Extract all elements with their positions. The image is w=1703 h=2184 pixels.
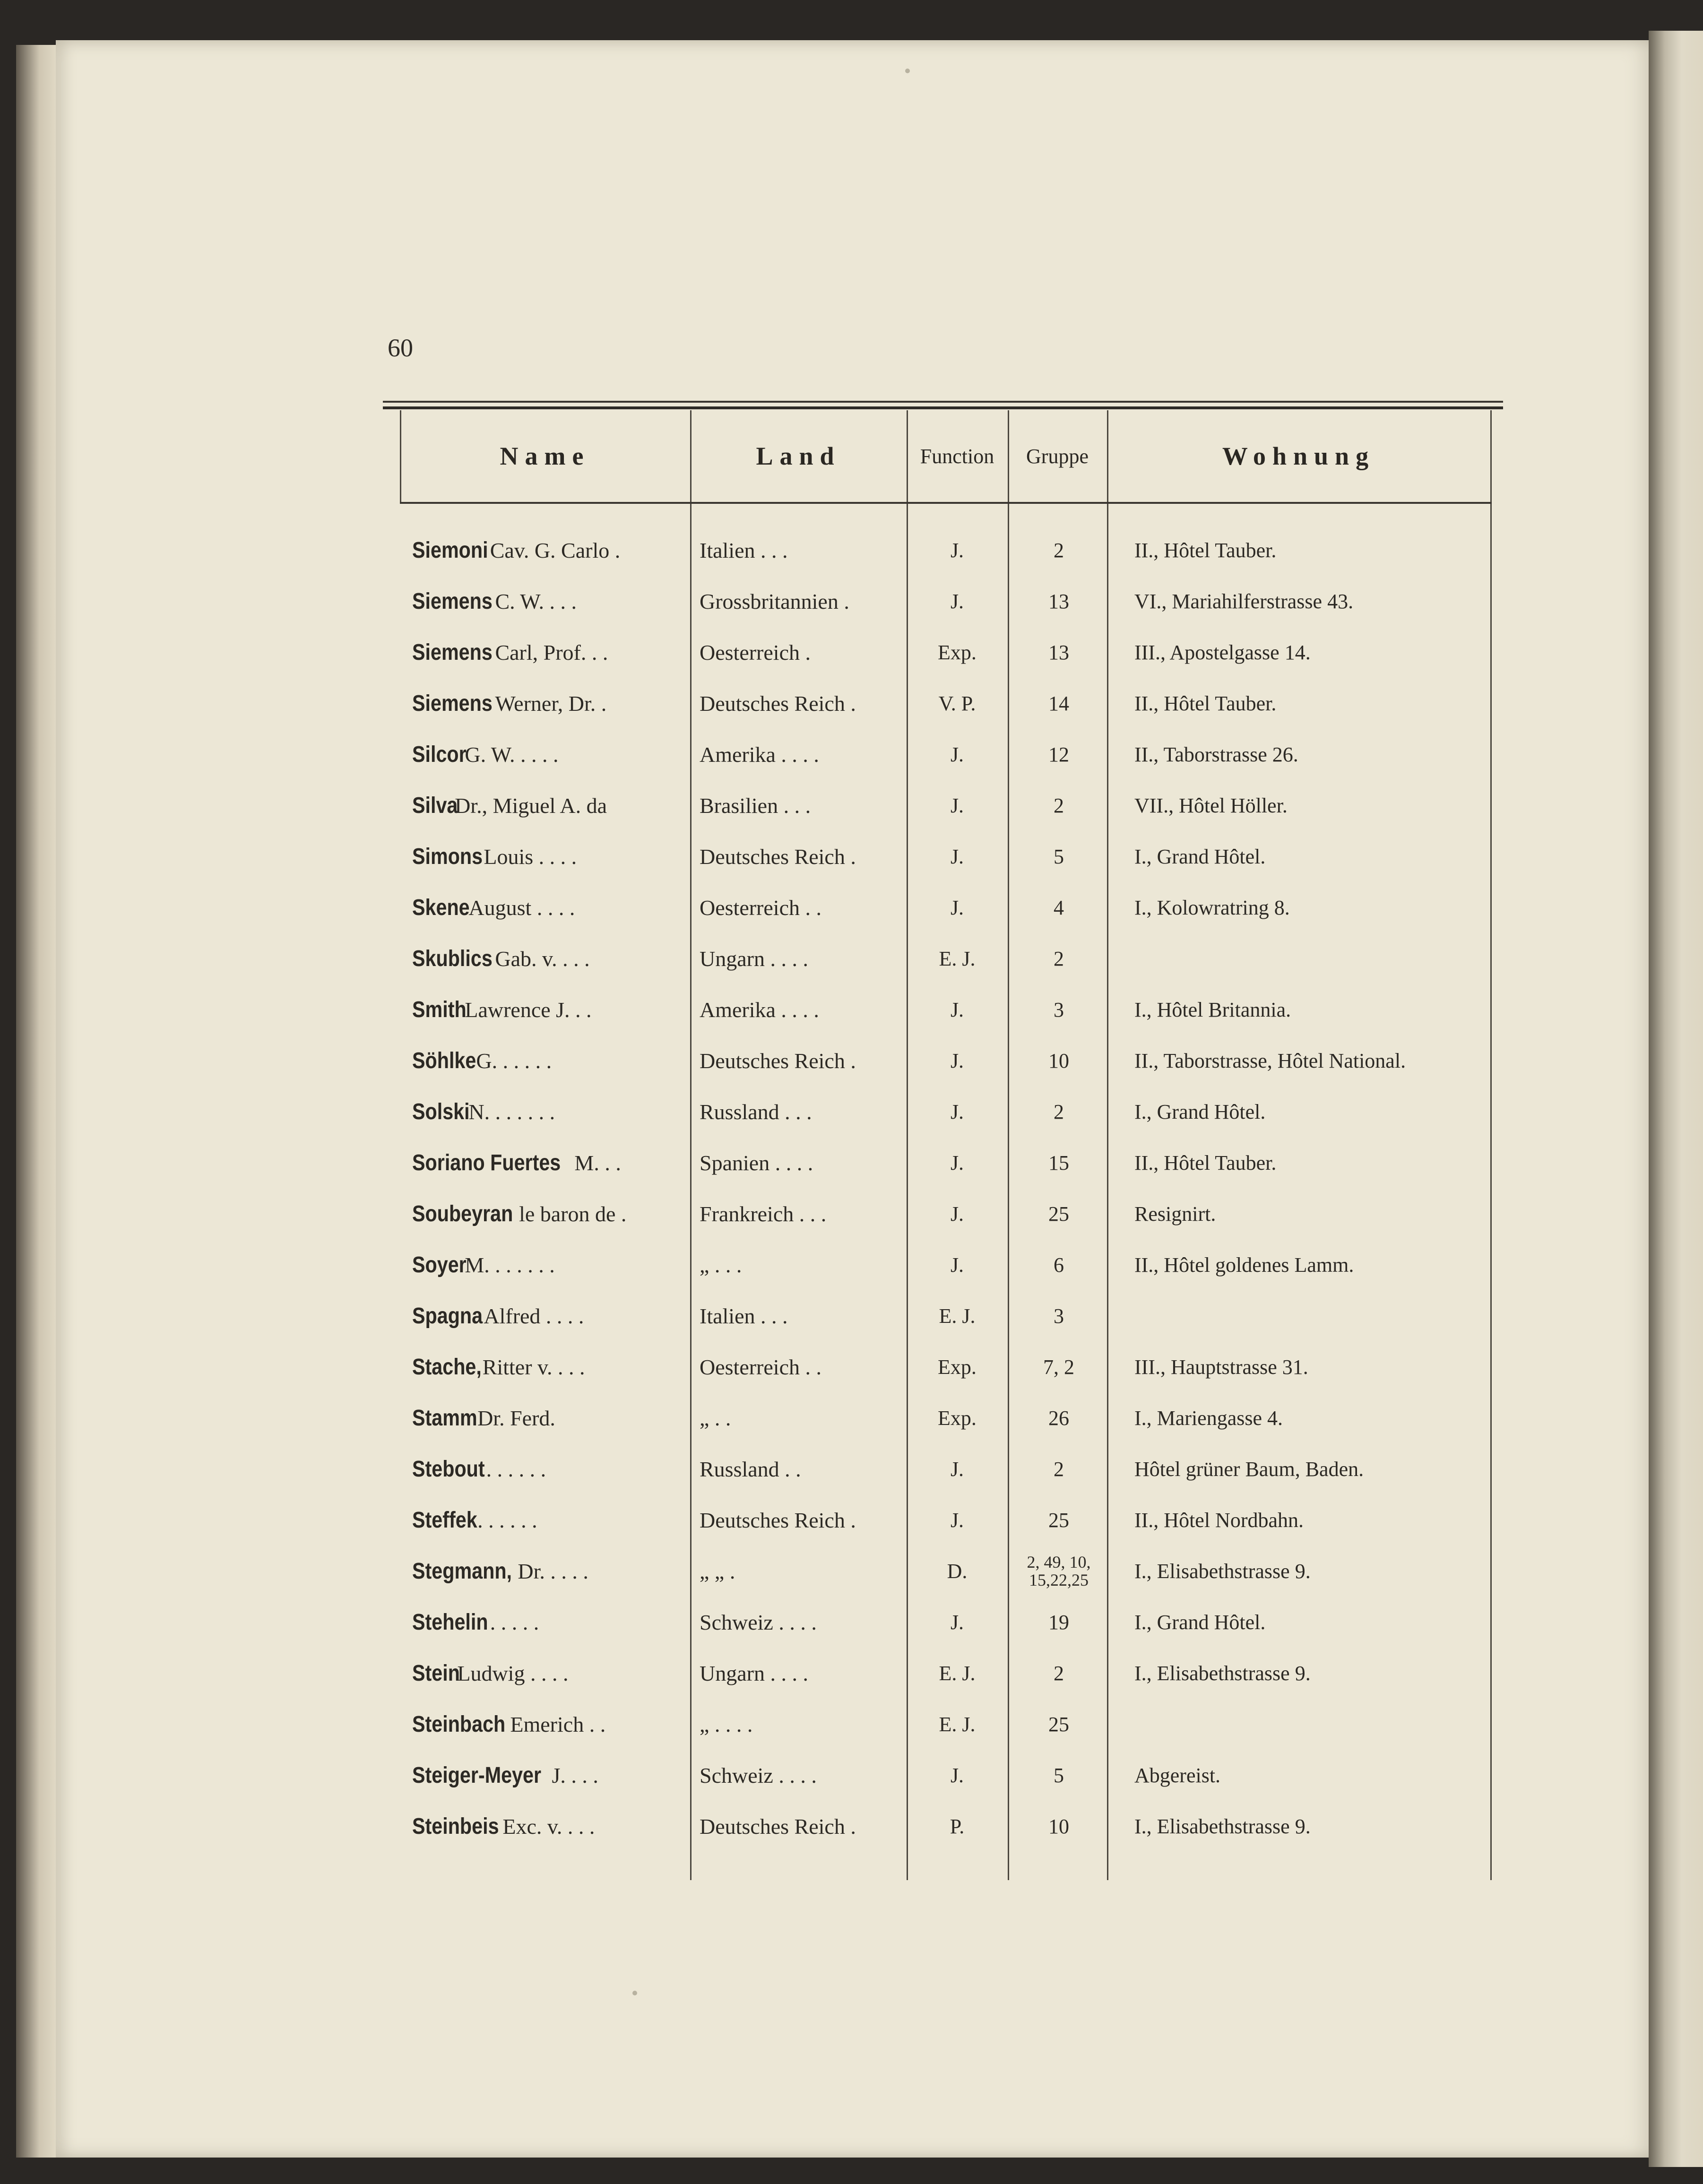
cell-land: Deutsches Reich .	[700, 1814, 856, 1839]
cell-land: Amerika . . . .	[700, 997, 819, 1022]
cell-function: J.	[950, 1508, 964, 1532]
surname: Stehelin	[412, 1609, 488, 1635]
cell-wohnung	[1134, 1290, 1503, 1341]
given-name: Alfred . . . .	[484, 1303, 584, 1328]
cell-gruppe: 3	[1054, 1304, 1064, 1328]
cell-name	[412, 984, 691, 1035]
cell-function: J.	[950, 845, 964, 868]
cell-function: J.	[950, 1202, 964, 1226]
table-row	[383, 1494, 1503, 1545]
cell-function: J.	[950, 1100, 964, 1123]
cell-gruppe: 2	[1054, 947, 1064, 970]
table-row	[383, 1239, 1503, 1290]
cell-name	[412, 678, 691, 729]
cell-land: Italien . . .	[700, 538, 788, 562]
table-row	[383, 1137, 1503, 1188]
cell-function: E. J.	[939, 947, 976, 970]
cell-name	[412, 1392, 691, 1443]
surname: Smith	[412, 997, 467, 1022]
given-name: Louis . . . .	[484, 844, 577, 869]
cell-name	[412, 933, 691, 984]
cell-function: E. J.	[939, 1304, 976, 1328]
cell-wohnung: I., Grand Hôtel.	[1134, 1610, 1266, 1634]
cell-wohnung: Abgereist.	[1134, 1763, 1221, 1787]
cell-wohnung: II., Hôtel Tauber.	[1134, 538, 1277, 562]
cell-land: Amerika . . . .	[700, 742, 819, 767]
cell-function: J.	[950, 1763, 964, 1787]
header-gruppe: Gruppe	[1026, 444, 1089, 468]
cell-function: J.	[950, 794, 964, 817]
cell-function: D.	[947, 1559, 968, 1583]
page-number: 60	[388, 334, 413, 362]
given-name: Lawrence J. . .	[465, 997, 592, 1022]
cell-name	[412, 1341, 691, 1392]
cell-wohnung: I., Kolowratring 8.	[1134, 896, 1290, 919]
surname: Skene	[412, 895, 470, 920]
cell-wohnung: Hôtel grüner Baum, Baden.	[1134, 1457, 1364, 1481]
cell-name	[412, 1494, 691, 1545]
table-row	[383, 1443, 1503, 1494]
cell-land: Schweiz . . . .	[700, 1763, 817, 1787]
cell-wohnung: I., Elisabethstrasse 9.	[1134, 1661, 1311, 1685]
given-name: J. . . .	[552, 1763, 598, 1787]
cell-wohnung: I., Hôtel Britannia.	[1134, 998, 1291, 1021]
table-row	[383, 576, 1503, 627]
table-top-rule	[383, 401, 1503, 403]
cell-name	[412, 1443, 691, 1494]
surname: Siemoni	[412, 537, 488, 563]
cell-wohnung: I., Grand Hôtel.	[1134, 845, 1266, 868]
given-name: C. W. . . .	[495, 589, 577, 613]
cell-name	[412, 1086, 691, 1137]
cell-wohnung: I., Elisabethstrasse 9.	[1134, 1559, 1311, 1583]
table-row	[383, 1290, 1503, 1341]
surname: Stein	[412, 1660, 460, 1686]
given-name: Ritter v. . . .	[482, 1355, 585, 1379]
cell-name	[412, 576, 691, 627]
cell-wohnung: II., Hôtel Tauber.	[1134, 1151, 1277, 1174]
cell-land: Spanien . . . .	[700, 1150, 813, 1175]
cell-function: E. J.	[939, 1712, 976, 1736]
table-row	[383, 882, 1503, 933]
table-top-rule-thick	[383, 406, 1503, 409]
cell-gruppe: 10	[1048, 1049, 1069, 1072]
given-name: N. . . . . . .	[468, 1099, 555, 1124]
cell-function: J.	[950, 1253, 964, 1277]
header-function: Function	[920, 444, 994, 468]
cell-function: J.	[950, 998, 964, 1021]
surname: Steinbeis	[412, 1813, 499, 1839]
table-row	[383, 780, 1503, 831]
cell-wohnung: III., Hauptstrasse 31.	[1134, 1355, 1308, 1379]
header-name: Name	[500, 442, 590, 470]
surname: Stegmann,	[412, 1558, 512, 1584]
cell-name	[412, 1137, 691, 1188]
header-wohnung: Wohnung	[1222, 442, 1375, 470]
surname: Soyer	[412, 1252, 467, 1278]
cell-wohnung: I., Grand Hôtel.	[1134, 1100, 1266, 1123]
cell-function: Exp.	[938, 1355, 977, 1379]
cell-gruppe: 2	[1054, 1661, 1064, 1685]
cell-name	[412, 1545, 691, 1597]
cell-gruppe	[1011, 1545, 1106, 1597]
cell-function: Exp.	[938, 640, 977, 664]
table-row	[383, 1801, 1503, 1852]
exhibitor-table	[383, 401, 1503, 1880]
cell-gruppe: 12	[1048, 742, 1069, 766]
table-row	[383, 1597, 1503, 1648]
given-name: M. . .	[574, 1150, 621, 1175]
cell-land: Deutsches Reich .	[700, 691, 856, 716]
paper-speck	[905, 69, 910, 73]
cell-name	[412, 525, 691, 576]
cell-land: Oesterreich . .	[700, 1355, 821, 1379]
cell-name	[412, 1035, 691, 1086]
cell-land: „ . . .	[700, 1252, 742, 1277]
cell-wohnung: II., Hôtel Nordbahn.	[1134, 1508, 1304, 1532]
cell-gruppe: 25	[1048, 1712, 1069, 1736]
cell-name	[412, 780, 691, 831]
cell-function: J.	[950, 538, 964, 562]
cell-wohnung: II., Hôtel Tauber.	[1134, 691, 1277, 715]
table-row	[383, 1341, 1503, 1392]
cell-function: J.	[950, 589, 964, 613]
cell-function: J.	[950, 1049, 964, 1072]
gruppe-line: 2, 49, 10,	[1027, 1553, 1091, 1571]
cell-wohnung	[1134, 1699, 1503, 1750]
cell-land: „ „ .	[700, 1559, 735, 1583]
table-row	[383, 984, 1503, 1035]
cell-gruppe: 2	[1054, 794, 1064, 817]
cell-land: Russland . .	[700, 1457, 801, 1481]
cell-name	[412, 1239, 691, 1290]
cell-gruppe: 26	[1048, 1406, 1069, 1430]
cell-name	[412, 831, 691, 882]
cell-gruppe: 2	[1054, 1457, 1064, 1481]
cell-land: Oesterreich . .	[700, 895, 821, 920]
cell-land: Grossbritannien .	[700, 589, 849, 613]
surname: Stamm	[412, 1405, 477, 1431]
cell-function: J.	[950, 1610, 964, 1634]
surname: Steffek	[412, 1507, 477, 1533]
cell-land: Russland . . .	[700, 1099, 812, 1124]
table-row	[383, 525, 1503, 576]
cell-wohnung: II., Taborstrasse, Hôtel National.	[1134, 1049, 1406, 1072]
surname: Siemens	[412, 639, 493, 665]
surname: Silva	[412, 793, 458, 818]
gruppe-line: 15,22,25	[1029, 1571, 1089, 1589]
cell-wohnung: II., Taborstrasse 26.	[1134, 742, 1298, 766]
cell-gruppe: 7, 2	[1043, 1355, 1074, 1379]
cell-land: Frankreich . . .	[700, 1201, 827, 1226]
cell-function: J.	[950, 1151, 964, 1174]
cell-function: V. P.	[938, 691, 976, 715]
cell-wohnung: VI., Mariahilferstrasse 43.	[1134, 589, 1354, 613]
cell-name	[412, 1648, 691, 1699]
cell-gruppe: 25	[1048, 1508, 1069, 1532]
cell-gruppe: 14	[1048, 691, 1069, 715]
table-row	[383, 933, 1503, 984]
table-row	[383, 1699, 1503, 1750]
cell-land: „ . . . .	[700, 1712, 753, 1736]
table-row	[383, 678, 1503, 729]
surname: Silcor	[412, 742, 467, 767]
cell-name	[412, 627, 691, 678]
cell-wohnung: I., Elisabethstrasse 9.	[1134, 1814, 1311, 1838]
cell-wohnung: I., Mariengasse 4.	[1134, 1406, 1283, 1430]
surname: Siemens	[412, 691, 493, 716]
book-page-edges-right	[1649, 31, 1703, 2167]
cell-function: J.	[950, 742, 964, 766]
cell-name	[412, 1597, 691, 1648]
cell-gruppe: 4	[1054, 896, 1064, 919]
surname: Stebout	[412, 1456, 485, 1482]
table-row	[383, 1648, 1503, 1699]
cell-land: Deutsches Reich .	[700, 844, 856, 869]
cell-function: E. J.	[939, 1661, 976, 1685]
cell-wohnung: III., Apostelgasse 14.	[1134, 640, 1311, 664]
cell-gruppe: 3	[1054, 998, 1064, 1021]
surname: Steinbach	[412, 1711, 506, 1737]
cell-land: Oesterreich .	[700, 640, 811, 665]
cell-name	[412, 1801, 691, 1852]
surname: Spagna	[412, 1303, 483, 1329]
cell-gruppe: 13	[1048, 589, 1069, 613]
table-row	[383, 831, 1503, 882]
cell-wohnung	[1134, 933, 1503, 984]
given-name: le baron de .	[519, 1201, 627, 1226]
paper-speck	[632, 1991, 637, 1995]
cell-land: Italien . . .	[700, 1303, 788, 1328]
table-row	[383, 729, 1503, 780]
header-bottom-rule	[400, 502, 1492, 504]
surname: Stache,	[412, 1354, 482, 1380]
surname: Siemens	[412, 588, 493, 614]
given-name: Dr., Miguel A. da	[455, 793, 607, 818]
surname: Steiger-Meyer	[412, 1762, 542, 1788]
cell-name	[412, 882, 691, 933]
given-name: August . . . .	[468, 895, 575, 920]
given-name: Carl, Prof. . .	[495, 640, 608, 665]
cell-name	[412, 1188, 691, 1239]
surname: Söhlke	[412, 1048, 476, 1073]
surname: Skublics	[412, 946, 493, 971]
given-name: Dr. Ferd.	[477, 1406, 555, 1430]
header-land: Land	[756, 442, 841, 470]
cell-function: J.	[950, 896, 964, 919]
cell-land: „ . .	[700, 1406, 731, 1430]
cell-wohnung: VII., Hôtel Höller.	[1134, 794, 1288, 817]
cell-land: Brasilien . . .	[700, 793, 811, 818]
given-name: Ludwig . . . .	[457, 1661, 569, 1685]
cell-function: J.	[950, 1457, 964, 1481]
cell-wohnung: Resignirt.	[1134, 1202, 1216, 1226]
given-name: Cav. G. Carlo .	[490, 538, 621, 562]
given-name: Gab. v. . . .	[495, 946, 590, 971]
given-name: . . . . . .	[486, 1457, 546, 1481]
surname: Soubeyran	[412, 1201, 513, 1226]
cell-gruppe: 13	[1048, 640, 1069, 664]
given-name: . . . . . .	[477, 1508, 537, 1532]
surname: Soriano Fuertes	[412, 1150, 561, 1175]
surname: Solski	[412, 1099, 470, 1124]
cell-function: Exp.	[938, 1406, 977, 1430]
given-name: G. W. . . . .	[465, 742, 559, 767]
given-name: Werner, Dr. .	[495, 691, 607, 716]
cell-function: P.	[950, 1814, 965, 1838]
table-row	[383, 1750, 1503, 1801]
cell-land: Ungarn . . . .	[700, 946, 808, 971]
cell-land: Schweiz . . . .	[700, 1610, 817, 1634]
table-row	[383, 627, 1503, 678]
given-name: Exc. v. . . .	[502, 1814, 595, 1839]
given-name: Emerich . .	[510, 1712, 606, 1736]
given-name: G. . . . . .	[476, 1048, 552, 1073]
cell-gruppe: 2	[1054, 538, 1064, 562]
table-row	[383, 1188, 1503, 1239]
given-name: . . . . .	[490, 1610, 539, 1634]
cell-land: Ungarn . . . .	[700, 1661, 808, 1685]
cell-land: Deutsches Reich .	[700, 1048, 856, 1073]
cell-gruppe: 6	[1054, 1253, 1064, 1277]
table-row	[383, 1392, 1503, 1443]
cell-name	[412, 1750, 691, 1801]
cell-wohnung: II., Hôtel goldenes Lamm.	[1134, 1253, 1354, 1277]
cell-name	[412, 1699, 691, 1750]
cell-land: Deutsches Reich .	[700, 1508, 856, 1532]
cell-gruppe: 2	[1054, 1100, 1064, 1123]
cell-gruppe: 5	[1054, 1763, 1064, 1787]
cell-name	[412, 1290, 691, 1341]
cell-gruppe: 5	[1054, 845, 1064, 868]
cell-gruppe: 19	[1048, 1610, 1069, 1634]
surname: Simons	[412, 844, 483, 869]
table-row	[383, 1545, 1503, 1597]
given-name: M. . . . . . .	[465, 1252, 555, 1277]
table-row	[383, 1035, 1503, 1086]
cell-name	[412, 729, 691, 780]
cell-gruppe: 15	[1048, 1151, 1069, 1174]
table-row	[383, 1086, 1503, 1137]
cell-gruppe: 25	[1048, 1202, 1069, 1226]
given-name: Dr. . . . .	[518, 1559, 588, 1583]
cell-gruppe: 10	[1048, 1814, 1069, 1838]
